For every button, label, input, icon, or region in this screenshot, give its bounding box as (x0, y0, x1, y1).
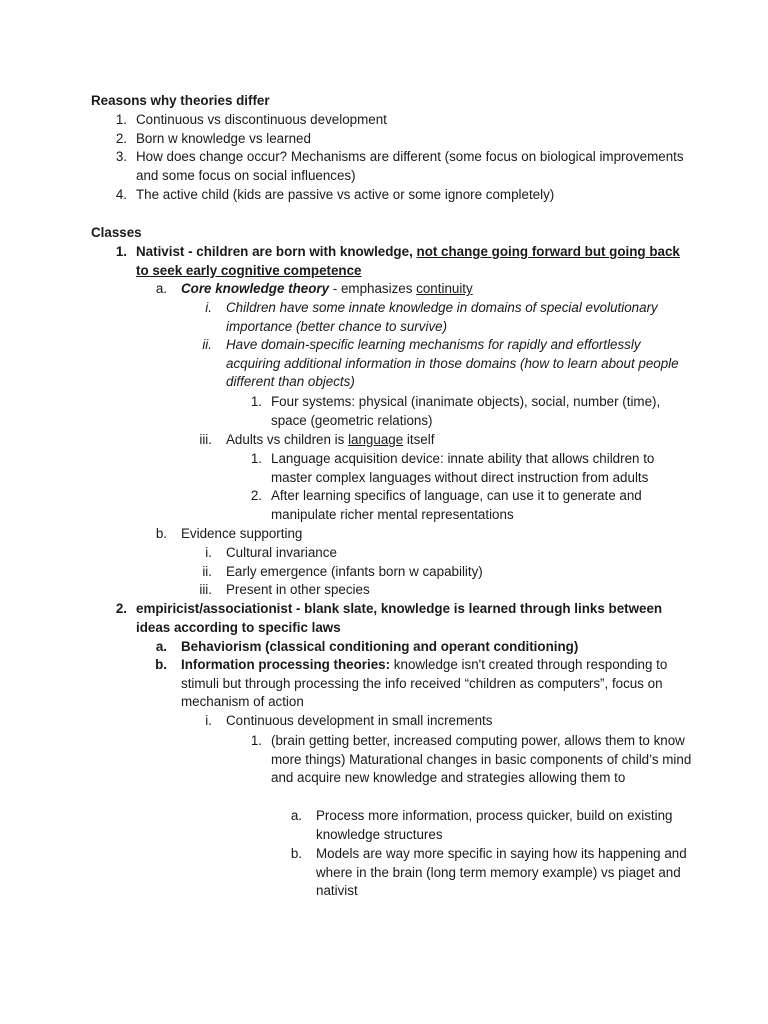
list-item (205, 712, 692, 731)
list-item (205, 544, 692, 563)
list-number: a. (290, 808, 302, 823)
adults-post: itself (403, 432, 435, 447)
list-text: Process more information, process quicker, build on existing knowledge structures (316, 808, 673, 842)
list-item (115, 130, 692, 149)
adults-pre: Adults vs children is (226, 432, 349, 447)
list-text: Four systems: physical (inanimate objects), social, number (time), space (geometric relations) (271, 394, 661, 428)
list-number: ii. (202, 564, 212, 579)
list-item (202, 563, 692, 582)
list-item (202, 336, 692, 392)
list-number: b. (290, 846, 302, 861)
list-text: Models are way more specific in saying how its happening and where in the brain (long term memory example) vs piaget and nativist (316, 846, 687, 899)
list-text: empiricist/associationist - blank slate, knowledge is learned through links between ideas according to specific laws (136, 601, 663, 635)
list-item (290, 845, 692, 901)
list-number: i. (205, 545, 212, 560)
list-text: Language acquisition device: innate ability that allows children to master complex languages without direct instruction from adults (271, 451, 655, 485)
core-title: Core knowledge theory (181, 281, 330, 296)
list-number: 2. (250, 488, 262, 503)
list-text: Continuous vs discontinuous development (136, 112, 387, 127)
list-item (250, 450, 692, 487)
list-text: Children have some innate knowledge in domains of special evolutionary importance (better chance to survive) (226, 300, 658, 334)
list-item (205, 299, 692, 336)
list-item-core-knowledge (155, 280, 692, 299)
list-number: b. (155, 657, 167, 672)
list-text: The active child (kids are passive vs active or some ignore completely) (136, 187, 555, 202)
core-underlined: continuity (416, 281, 473, 296)
list-item (250, 487, 692, 524)
list-number: 2. (115, 601, 127, 616)
list-item (250, 393, 692, 430)
list-item (115, 148, 692, 185)
list-item (199, 581, 692, 600)
list-number: 4. (115, 187, 127, 202)
list-text: Evidence supporting (181, 526, 303, 541)
list-text: Have domain-specific learning mechanisms for rapidly and effortlessly acquiring additional information in those domains (how to learn about people different than objects) (226, 337, 679, 390)
list-number: 1. (115, 244, 127, 259)
list-number: iii. (199, 432, 212, 447)
list-number: 1. (250, 451, 262, 466)
list-number: 1. (250, 733, 262, 748)
list-number: 3. (115, 149, 127, 164)
info-title: Information processing theories: (181, 657, 391, 672)
list-item-evidence (155, 525, 692, 544)
list-item (115, 111, 692, 130)
list-text: Behaviorism (classical conditioning and operant conditioning) (181, 639, 579, 654)
list-text: (brain getting better, increased computing power, allows them to know more things) Maturational changes in basic components of child’s mind and acquire new knowledge and strategies allowing them to (271, 733, 692, 786)
list-text: How does change occur? Mechanisms are different (some focus on biological improvements and some focus on social influences) (136, 149, 684, 183)
list-item-adults (199, 431, 692, 450)
adults-underlined: language (348, 432, 404, 447)
list-text: Born w knowledge vs learned (136, 131, 311, 146)
heading-classes: Classes (91, 225, 142, 240)
list-number: i. (205, 713, 212, 728)
list-number: ii. (202, 337, 212, 352)
core-sep: - emphasizes (329, 281, 417, 296)
list-item (250, 732, 692, 788)
list-item (290, 807, 692, 844)
list-item (115, 186, 692, 205)
nativist-underlined: not change going forward but going back to seek early cognitive competence (136, 244, 680, 278)
list-number: 2. (115, 131, 127, 146)
list-text: Early emergence (infants born w capability) (226, 564, 483, 579)
list-text: After learning specifics of language, can use it to generate and manipulate richer mental representations (271, 488, 642, 522)
list-item-nativist (115, 243, 692, 280)
list-text: Continuous development in small increments (226, 713, 493, 728)
heading-reasons: Reasons why theories differ (91, 93, 270, 108)
list-number: a. (155, 639, 167, 654)
list-number: a. (155, 281, 167, 296)
list-item-empiricist (115, 600, 692, 637)
list-number: b. (155, 526, 167, 541)
list-item-information-processing (155, 656, 692, 712)
info-text: knowledge isn't created through responding to stimuli but through processing the info received “children as computers”, focus on mechanism of action (181, 657, 668, 710)
list-number: 1. (250, 394, 262, 409)
list-item-behaviorism (155, 638, 692, 657)
list-number: 1. (115, 112, 127, 127)
list-number: iii. (199, 582, 212, 597)
list-text: Cultural invariance (226, 545, 337, 560)
list-text: Present in other species (226, 582, 370, 597)
nativist-lead: Nativist - children are born with knowledge, (136, 244, 417, 259)
list-number: i. (205, 300, 212, 315)
